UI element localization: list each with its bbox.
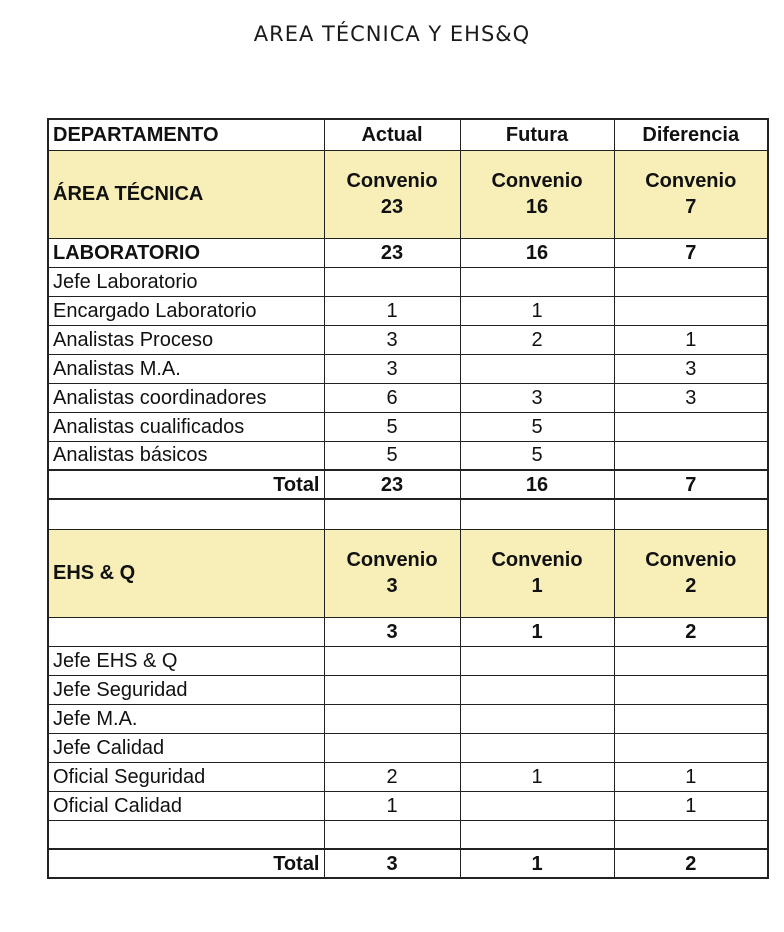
spacer-cell [48, 499, 324, 529]
row-diferencia: 1 [614, 791, 768, 820]
row-futura: 1 [460, 296, 614, 325]
row-actual [324, 733, 460, 762]
subtotal-diferencia: 2 [614, 617, 768, 646]
table-row [48, 354, 768, 383]
table-row [48, 733, 768, 762]
laboratorio-actual: 23 [324, 238, 460, 267]
section-row-ehsq [48, 529, 768, 617]
total-label: Total [48, 849, 324, 878]
section-row-area-tecnica [48, 150, 768, 238]
row-name: Encargado Laboratorio [48, 296, 324, 325]
tecnica-total-row [48, 470, 768, 499]
row-futura [460, 820, 614, 849]
row-actual: 5 [324, 441, 460, 470]
row-actual: 6 [324, 383, 460, 412]
row-futura: 5 [460, 412, 614, 441]
total-diferencia: 7 [614, 470, 768, 499]
row-name: Jefe Calidad [48, 733, 324, 762]
total-futura: 16 [460, 470, 614, 499]
convenio-word: Convenio [491, 549, 583, 571]
laboratorio-row [48, 238, 768, 267]
row-name: Analistas cualificados [48, 412, 324, 441]
section-name: EHS & Q [48, 529, 324, 617]
row-name: Jefe EHS & Q [48, 646, 324, 675]
row-diferencia: 3 [614, 383, 768, 412]
section-name: ÁREA TÉCNICA [48, 150, 324, 238]
laboratorio-futura: 16 [460, 238, 614, 267]
convenio-value: 16 [525, 196, 549, 218]
total-futura: 1 [460, 849, 614, 878]
table-header-row [48, 119, 768, 150]
row-futura: 3 [460, 383, 614, 412]
convenio-word: Convenio [645, 170, 737, 192]
row-diferencia [614, 704, 768, 733]
total-label: Total [48, 470, 324, 499]
header-diferencia: Diferencia [614, 119, 768, 150]
row-diferencia [614, 733, 768, 762]
row-name: Analistas Proceso [48, 325, 324, 354]
row-actual: 3 [324, 325, 460, 354]
table-row [48, 267, 768, 296]
laboratorio-diferencia: 7 [614, 238, 768, 267]
row-name: Oficial Seguridad [48, 762, 324, 791]
table-row [48, 383, 768, 412]
page-title: AREA TÉCNICA Y EHS&Q [253, 22, 531, 46]
convenio-value: 7 [685, 196, 697, 218]
row-diferencia [614, 412, 768, 441]
row-actual [324, 820, 460, 849]
total-actual: 23 [324, 470, 460, 499]
section-futura [460, 150, 614, 238]
row-name: Analistas M.A. [48, 354, 324, 383]
row-diferencia: 1 [614, 762, 768, 791]
spacer-cell [324, 499, 460, 529]
convenio-value: 3 [386, 575, 398, 597]
row-diferencia [614, 820, 768, 849]
row-futura [460, 704, 614, 733]
spacer-row [48, 499, 768, 529]
table-row [48, 762, 768, 791]
table-row [48, 412, 768, 441]
row-futura: 2 [460, 325, 614, 354]
row-futura: 1 [460, 762, 614, 791]
row-actual [324, 267, 460, 296]
staff-table [47, 118, 769, 879]
row-diferencia [614, 267, 768, 296]
row-diferencia [614, 646, 768, 675]
row-diferencia [614, 675, 768, 704]
convenio-word: Convenio [346, 170, 438, 192]
ehsq-subtotal-row [48, 617, 768, 646]
row-actual: 2 [324, 762, 460, 791]
header-actual: Actual [324, 119, 460, 150]
row-name: Jefe M.A. [48, 704, 324, 733]
subtotal-actual: 3 [324, 617, 460, 646]
total-actual: 3 [324, 849, 460, 878]
row-name: Jefe Seguridad [48, 675, 324, 704]
table-row [48, 820, 768, 849]
table-row [48, 441, 768, 470]
row-futura: 5 [460, 441, 614, 470]
convenio-word: Convenio [346, 549, 438, 571]
subtotal-name [48, 617, 324, 646]
table-row [48, 646, 768, 675]
row-name: Oficial Calidad [48, 791, 324, 820]
row-actual: 1 [324, 791, 460, 820]
total-diferencia: 2 [614, 849, 768, 878]
row-futura [460, 267, 614, 296]
section-actual [324, 529, 460, 617]
row-name: Jefe Laboratorio [48, 267, 324, 296]
laboratorio-name: LABORATORIO [48, 238, 324, 267]
row-actual: 1 [324, 296, 460, 325]
convenio-word: Convenio [645, 549, 737, 571]
convenio-word: Convenio [491, 170, 583, 192]
convenio-value: 2 [685, 575, 697, 597]
row-futura [460, 733, 614, 762]
table-row [48, 791, 768, 820]
table-row [48, 296, 768, 325]
header-futura: Futura [460, 119, 614, 150]
convenio-value: 1 [531, 575, 543, 597]
row-name [48, 820, 324, 849]
table-row [48, 704, 768, 733]
row-futura [460, 675, 614, 704]
row-diferencia: 3 [614, 354, 768, 383]
row-futura [460, 791, 614, 820]
section-diferencia [614, 150, 768, 238]
row-futura [460, 354, 614, 383]
table-row [48, 325, 768, 354]
row-actual [324, 704, 460, 733]
spacer-cell [460, 499, 614, 529]
row-actual [324, 675, 460, 704]
table-row [48, 675, 768, 704]
convenio-value: 23 [380, 196, 404, 218]
subtotal-futura: 1 [460, 617, 614, 646]
header-departamento: DEPARTAMENTO [48, 119, 324, 150]
section-actual [324, 150, 460, 238]
row-diferencia [614, 441, 768, 470]
row-diferencia [614, 296, 768, 325]
spacer-cell [614, 499, 768, 529]
row-name: Analistas coordinadores [48, 383, 324, 412]
row-actual: 3 [324, 354, 460, 383]
row-futura [460, 646, 614, 675]
section-diferencia [614, 529, 768, 617]
row-actual: 5 [324, 412, 460, 441]
row-actual [324, 646, 460, 675]
ehsq-total-row [48, 849, 768, 878]
section-futura [460, 529, 614, 617]
row-name: Analistas básicos [48, 441, 324, 470]
row-diferencia: 1 [614, 325, 768, 354]
